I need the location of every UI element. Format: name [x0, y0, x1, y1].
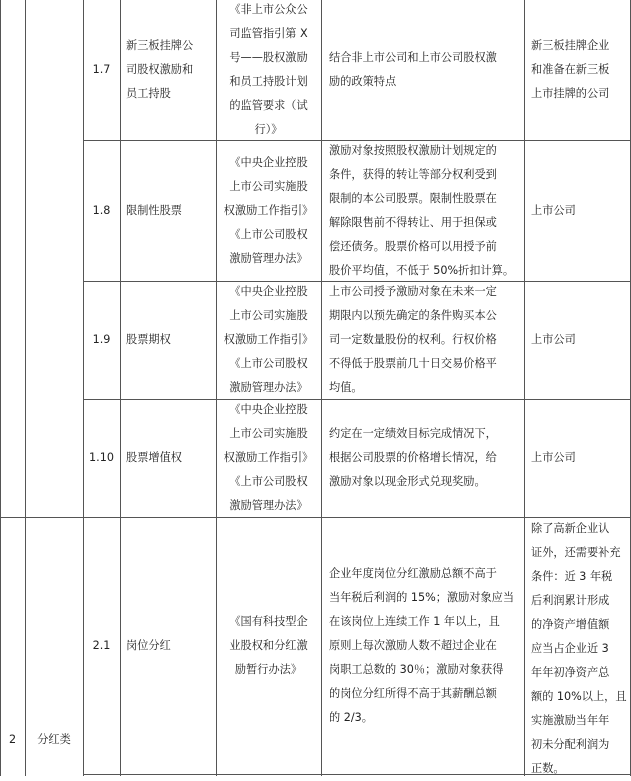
- col-line-3: [120, 0, 121, 776]
- desc-text: 企业年度岗位分红激励总额不高于 当年税后利润的 15%；激励对象应当 在该岗位上连续工作 1 年以上，且 原则上每次激励人数不超过企业在 岗职工总数的 30％；激励对象获得 的岗位分红所得不高于其薪酬总额 的 2/3。: [329, 566, 515, 724]
- doc-text: 《中央企业控股 上市公司实施股 权激励工作指引》 《上市公司股权 激励管理办法》: [223, 403, 314, 512]
- name-text: 股票增值权: [126, 451, 182, 464]
- scope-text: 上市公司: [531, 451, 576, 464]
- col-line-5: [321, 0, 322, 776]
- num-text: 1.9: [92, 333, 111, 346]
- scope-text: 上市公司: [531, 203, 576, 217]
- category-text: 分红类: [37, 733, 71, 746]
- row-2-1-doc: [216, 517, 321, 774]
- doc-text: 《中央企业控股 上市公司实施股 权激励工作指引》 《上市公司股权 激励管理办法》: [223, 155, 314, 265]
- name-text: 股票期权: [126, 333, 171, 346]
- num-text: 1.7: [92, 63, 111, 76]
- desc-text: 激励对象按照股权激励计划规定的 条件，获得的转让等部分权利受到 限制的本公司股票。限制性股票在 解除限售前不得转让、用于担保或 偿还债务。股票价格可以用授予前 股价平均值，不低于 50%折扣计算。: [329, 143, 515, 277]
- row-2-1-desc: [329, 517, 523, 774]
- row-1-8-name: [126, 140, 214, 281]
- desc-text: 结合非上市公司和上市公司股权激 励的政策特点: [329, 51, 497, 88]
- desc-text: 约定在一定绩效目标完成情况下， 根据公司股票的价格增长情况，给 激励对象以现金形式兑现奖励。: [329, 427, 497, 488]
- row-1-8-doc: [216, 140, 321, 281]
- scope-text: 新三板挂牌企业 和准备在新三板 上市挂牌的公司: [531, 39, 610, 100]
- row-1-8-scope: [531, 140, 630, 281]
- row-2-1-scope: [531, 517, 630, 774]
- row-1-9-num: [83, 281, 120, 399]
- doc-text: 《中央企业控股 上市公司实施股 权激励工作指引》 《上市公司股权 激励管理办法》: [223, 285, 314, 394]
- row-1-9-name: [126, 281, 214, 399]
- group-2-index: [0, 728, 25, 752]
- doc-text: 《国有科技型企 业股权和分红激 励暂行办法》: [229, 614, 308, 676]
- scope-text: 除了高新企业认 证外，还需要补充 条件：近 3 年税 后利润累计形成 的净资产增值额 应当占企业近 3 年年初净资产总 额的 10%以上，且 实施激励当年年 初未分配利润为 正数。: [531, 522, 627, 775]
- row-1-7-desc: [329, 0, 523, 140]
- group-2-category: [25, 728, 83, 752]
- num-text: 1.10: [89, 451, 114, 464]
- desc-text: 上市公司授予激励对象在未来一定 期限内以预先确定的条件购买本公 司一定数量股份的权利。行权价格 不得低于股票前几十日交易价格平 均值。: [329, 285, 497, 394]
- row-1-7-name: [126, 0, 214, 140]
- row-1-8-desc: [329, 140, 523, 281]
- row-1-8-num: [83, 140, 120, 281]
- col-line-6: [524, 0, 525, 776]
- row-1-9-doc: [216, 281, 321, 399]
- doc-text: 《非上市公众公 司监管指引第 X 号——股权激励 和员工持股计划 的监管要求（试 行）》: [229, 3, 308, 136]
- row-1-10-scope: [531, 399, 630, 517]
- name-text: 新三板挂牌公 司股权激励和 员工持股: [126, 39, 194, 100]
- name-text: 岗位分红: [126, 638, 171, 652]
- row-2-1-name: [126, 517, 214, 774]
- row-2-1-num: [83, 517, 120, 774]
- name-text: 限制性股票: [126, 203, 182, 217]
- row-1-10-num: [83, 399, 120, 517]
- col-line-1: [25, 0, 26, 776]
- row-1-7-scope: [531, 0, 630, 140]
- row-1-7-doc: [216, 0, 321, 140]
- scope-text: 上市公司: [531, 333, 576, 346]
- index-text: 2: [8, 733, 17, 746]
- row-1-9-desc: [329, 281, 523, 399]
- num-text: 1.8: [92, 203, 111, 217]
- row-1-9-scope: [531, 281, 630, 399]
- num-text: 2.1: [92, 638, 111, 652]
- row-1-10-name: [126, 399, 214, 517]
- row-1-10-desc: [329, 399, 523, 517]
- col-line-0: [0, 0, 1, 776]
- row-1-10-doc: [216, 399, 321, 517]
- row-1-7-num: [83, 0, 120, 140]
